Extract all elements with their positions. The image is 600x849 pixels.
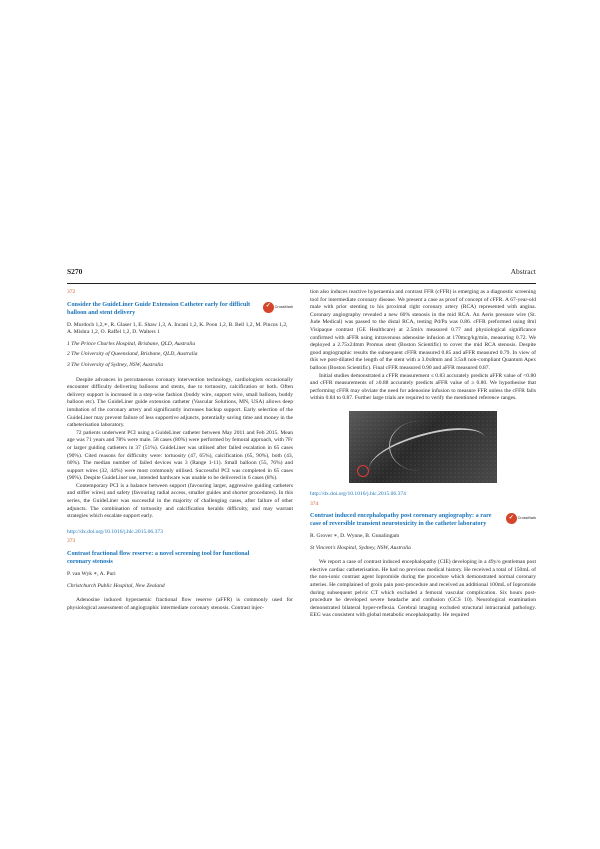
right-column (310, 289, 536, 620)
title-row-372 (67, 301, 293, 317)
crossmark-badge[interactable] (263, 301, 293, 314)
crossmark-label: CrossMark (517, 516, 536, 521)
body-paragraph: Adenosine induced hyperaemic fractional flow reserve (aFFR) is commonly used for physiological assessment of angiographic intermediate coronary stenosis. Contrast injec- (67, 597, 293, 611)
abstract-number-374: 374 (310, 500, 319, 507)
page-number: S270 (67, 267, 83, 276)
authors-373: P. van Wyk ∗, A. Puri (67, 571, 116, 578)
body-paragraph: 72 patients underwent PCI using a GuideLiner catheter between May 2011 and Feb 2015. Mean age was 71 years and 78% were male. 58 cases (80%) were performed by femoral approach, with 7Fr or larger guiding catheters in 37 (51%). GuideLiner was utilised after failed escalation in 65 cases (90%). Cited reasons for difficulty were: tortuosity (47, 65%), calcification (65, 90%), both (43, 60%). The median number of failed devices was 3 (Range 1-11). Small balloon (55, 76%) and support wires (32, 44%) were most commonly utilised. Successful PCI was completed in 65 cases (90%). Despite GuideLiner use, intended hardware was unable to be delivered in 6 cases (8%). (67, 429, 293, 482)
abstract-title-374: Contrast induced encephalopathy post coronary angiography: a rare case of reversible transient neurotoxicity in the catheter laboratory (310, 512, 492, 528)
body-paragraph: Contemporary PCI is a balance between support (favouring larger, aggressive guiding catheters and stiffer wires) and safety (favouring radial access, smaller guides and shorter procedures). In this series, the GuideLiner was successful in the majority of challenging cases, after failure of other adjuncts. The combination of tortuosity and calcification heralds difficulty, and may warrant strategies which escalate support early. (67, 482, 293, 520)
affiliation: 2 The University of Queensland, Brisbane, QLD, Australia (67, 351, 198, 358)
crossmark-icon: ✓ (263, 302, 274, 313)
header-rule (67, 283, 536, 284)
title-row-374 (310, 512, 536, 528)
authors-374: R. Grover ∗, D. Wynne, B. Gunalingam (310, 533, 400, 540)
abstract-title-372: Consider the GuideLiner Guide Extension Catheter early for difficult balloon and stent delivery (67, 300, 251, 316)
abstract-title-373: Contrast fractional flow reserve: a novel screening tool for functional coronary stenosis (67, 550, 250, 566)
authors-372: D. Murdoch 1,2,∗, R. Glaser 1, E. Shaw 1,3, A. Incani 1,2, K. Poon 1,2, B. Bell 1,2, M. Pincus 1,2, A. Mishra 1,2, O. Raffel 1,2, D. Walters 1 (67, 321, 288, 336)
doi-link-373[interactable]: http://dx.doi.org/10.1016/j.hlc.2015.06.373 (67, 528, 163, 535)
body-paragraph: Despite advances in percutaneous coronary intervention technology, cardiologists occasionally encounter difficulty delivering balloons and stents, due to tortuosity, calcification or both. Often delivery support is increased in a step-wise fashion (buddy wire, support wire, small balloon, buddy balloon etc). The GuideLiner guide extension catheter (Vascular Solutions, MN, USA) allows deep intubation of the coronary artery and significantly increases backup support. Early selection of the GuideLiner may prevent failure of less supportive adjuncts, potentially saving time and money in the catheterisation laboratory. (67, 376, 293, 429)
affiliation: St Vincent's Hospital, Sydney, NSW, Australia (310, 544, 411, 551)
abstract-number-373: 373 (67, 538, 76, 545)
angiogram-figure (349, 411, 497, 483)
coronary-branch (389, 421, 450, 471)
doi-link-374[interactable]: http://dx.doi.org/10.1016/j.hlc.2015.06.374 (310, 490, 406, 497)
crossmark-icon: ✓ (506, 513, 517, 524)
stenosis-marker (357, 465, 369, 477)
crossmark-label: CrossMark (274, 304, 293, 309)
crossmark-badge[interactable] (506, 512, 536, 525)
body-paragraph: tion also induces reactive hyperaemia and contrast FFR (cFFR) is emerging as a diagnostic screening tool for intermediate coronary disease. We present a case as proof of concept of cFFR. A 67-year-old male with prior stenting to his proximal right coronary artery (RCA) represented with angina. Coronary angiography revealed a new 60% stenosis in the mid RCA. An Aeris pressure wire (St. Jude Medical) was passed to the distal RCA, testing Pd/Pa was 0.86. cFFR preformed using 8ml Visipaque contrast (GE Healthcare) at 2.5ml/s measured 0.77 and physiological significance confirmed with aFFR using intravenous adenosine infusion at 170mcg/kg/min, measuring 0.72. We deployed a 2.75x24mm Promus stent (Boston Scientific) to cover the mid RCA stenosis. Despite good angiographic results the subsequent cFFR measured 0.85 and aFFR measured 0.79. In view of this we post-dilated the length of the stent with a 3.0x8mm and 3.5x8 non-compliant Quantum Apex balloon (Boston Scientific). Final cFFR measured 0.90 and aFFR measured 0.87. (310, 289, 536, 371)
affiliation: Christchurch Public Hospital, New Zealand (67, 582, 165, 589)
section-label: Abstract (510, 267, 536, 276)
title-row-373 (67, 550, 293, 566)
page-header (67, 266, 536, 278)
body-paragraph: Initial studies demonstrated a cFFR measurement ≤ 0.83 accurately predicts aFFR value of <0.80 and cFFR measurements of ≥0.88 accurately predicts aFFR value of ≥ 0.80. We hypothesise that performing cFFR may obviate the need for adenosine infusion to measure FFR unless the cFFR falls within 0.84 to 0.87. Further large trials are required to verify the mentioned reference ranges. (310, 372, 536, 402)
abstract-number-372: 372 (67, 289, 76, 295)
affiliation: 3 The University of Sydney, NSW, Australia (67, 361, 164, 368)
left-column (67, 289, 293, 612)
body-paragraph: We report a case of contrast induced encephalopathy (CIE) developing in a 49y/o gentleman post elective cardiac catheterisation. He had no previous medical history. He received a total of 150mL of the non-ionic contrast agent Iopromide during the procedure which demonstrated normal coronary arteries. He complained of groin pain post-procedure and received an additional 100mL of Iopromide during subsequent pelvic CT which excluded a femoral vascular complication. Six hours post-procedure he developed severe headache and confusion (GCS 10). Neurological examination demonstrated bilateral hyper-reflexia. Cerebral imaging excluded structural intracranial pathology. EEG was consistent with global metabolic encephalopathy. He required (310, 559, 536, 619)
affiliation: 1 The Prince Charles Hospital, Brisbane, QLD, Australia (67, 340, 196, 347)
